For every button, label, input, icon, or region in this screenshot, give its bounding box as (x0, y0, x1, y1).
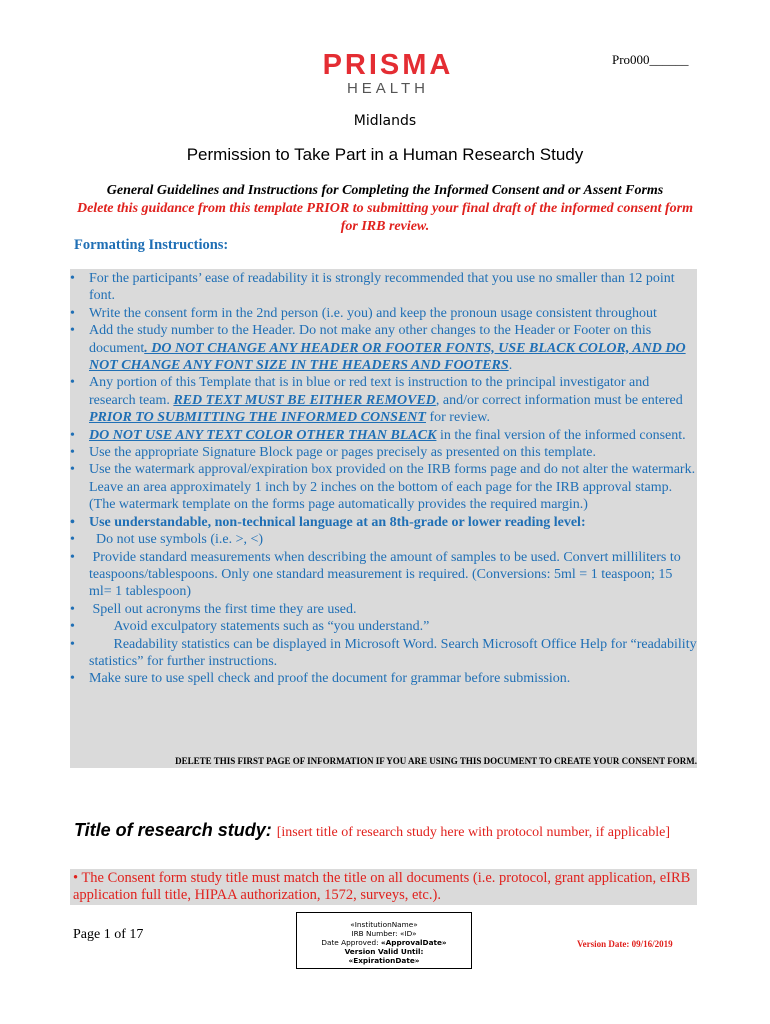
consent-note (73, 870, 693, 905)
bullet-icon: • (70, 671, 75, 687)
irb-approval-date: Date Approved: «ApprovalDate» (321, 938, 447, 947)
list-item: • Add the study number to the Header. Do not make any other changes to the Header or Footer on this document. DO NOT CHANGE ANY HEADER OR FOOTER FONTS, USE BLACK COLOR, AND DO NOT CHANGE ANY FONT SIZE IN THE HEADERS AND FOOTERS. (70, 323, 686, 374)
bullet-icon: • (70, 445, 75, 461)
bullet-icon: • (70, 532, 75, 548)
guidelines-block (70, 182, 700, 236)
list-item: • For the participants’ ease of readability it is strongly recommended that you use no smaller than 12 point font. (70, 271, 675, 304)
formatting-instructions-list (70, 270, 701, 688)
bullet-icon: • (70, 601, 75, 617)
list-item: • Write the consent form in the 2nd person (i.e. you) and keep the pronoun usage consistent throughout (70, 305, 657, 321)
bullet-icon: • (70, 305, 75, 321)
logo-region: Midlands (353, 113, 417, 129)
list-item: • DO NOT USE ANY TEXT COLOR OTHER THAN BLACK in the final version of the informed consent. (70, 427, 686, 443)
bullet-icon: • (70, 514, 75, 530)
irb-valid-until-label: Version Valid Until: (344, 947, 424, 956)
formatting-heading: Formatting Instructions: (74, 237, 229, 253)
list-item: • Avoid exculpatory statements such as “you understand.” (70, 619, 430, 635)
bullet-icon: • (70, 619, 75, 635)
bullet-icon: • (70, 636, 75, 652)
irb-expiration-date: «ExpirationDate» (348, 956, 420, 965)
bullet-icon: • (70, 549, 75, 565)
page-number: Page 1 of 17 (73, 927, 144, 942)
emphasis-text: PRIOR TO SUBMITTING THE INFORMED CONSENT (89, 410, 426, 426)
study-title-label: Title of research study (74, 820, 266, 840)
list-item: • Use the watermark approval/expiration box provided on the IRB forms page and do not alter the watermark. Leave an area approximately 1 inch by 2 inches on the bottom of each page for the IRB approval stamp. (The watermark template on the forms page automatically provides the required margin.) (70, 462, 696, 513)
logo-wordmark: PRISMA (322, 49, 454, 81)
page-title: Permission to Take Part in a Human Research Study (186, 145, 584, 164)
list-item: • Any portion of this Template that is in blue or red text is instruction to the principal investigator and research team. RED TEXT MUST BE EITHER REMOVED, and/or correct information must be entered PRIOR TO SUBMITTING THE INFORMED CONSENT for review. (70, 375, 683, 426)
guidelines-heading: General Guidelines and Instructions for Completing the Informed Consent and or Assent Forms (106, 183, 664, 198)
emphasis-text: . DO NOT CHANGE ANY HEADER OR FOOTER FONTS, USE BLACK COLOR, AND DO NOT CHANGE ANY FONT SIZE IN THE HEADERS AND FOOTERS (89, 340, 686, 374)
irb-institution: «InstitutionName» (350, 920, 418, 929)
bullet-icon: • (70, 375, 75, 391)
list-item: • Make sure to use spell check and proof the document for grammar before submission. (70, 671, 571, 687)
bullet-icon: • (70, 462, 75, 478)
protocol-number-field[interactable]: Pro000______ (612, 52, 689, 67)
list-item: • Readability statistics can be displayed in Microsoft Word. Search Microsoft Office Help for “readability statistics” for further instructions. (70, 636, 701, 669)
irb-watermark-box (296, 912, 472, 969)
logo-subword: HEALTH (346, 80, 430, 97)
bullet-icon: • (70, 271, 75, 286)
bullet-icon: • (70, 427, 75, 443)
delete-notice: DELETE THIS FIRST PAGE OF INFORMATION IF YOU ARE USING THIS DOCUMENT TO CREATE YOUR CONSENT FORM. (175, 756, 697, 766)
list-item: • Spell out acronyms the first time they are used. (70, 601, 357, 617)
consent-note-text: The Consent form study title must match the title on all documents (i.e. protocol, grant application, eIRB application full title, HIPAA authorization, 1572, surveys, etc.). (73, 870, 691, 904)
bullet-icon: • (73, 870, 79, 886)
list-item: • Provide standard measurements when describing the amount of samples to be used. Convert milliliters to teaspoons/tablespoons. Only one standard measurement is required. (Conversions: 5ml = 1 teaspoon; 15 ml= 1 tablespoon) (70, 549, 685, 600)
bullet-icon: • (70, 323, 75, 339)
version-date: Version Date: 09/16/2019 (577, 939, 673, 949)
list-item: • Do not use symbols (i.e. >, <) (70, 532, 264, 548)
list-item: • Use the appropriate Signature Block page or pages precisely as presented on this template. (70, 445, 596, 461)
emphasis-text: RED TEXT MUST BE EITHER REMOVED (173, 392, 436, 408)
prisma-health-logo (318, 50, 458, 98)
list-item: • Use understandable, non-technical language at an 8th-grade or lower reading level: (70, 514, 586, 530)
study-title-line: Title of research study: [insert title of research study here with protocol number, if applicable] (74, 820, 670, 840)
study-title-placeholder[interactable]: [insert title of research study here with protocol number, if applicable] (276, 825, 670, 840)
emphasis-text: DO NOT USE ANY TEXT COLOR OTHER THAN BLACK (89, 427, 437, 443)
irb-number: IRB Number: «ID» (351, 929, 417, 938)
guidelines-warning: Delete this guidance from this template PRIOR to submitting your final draft of the informed consent form for IRB review. (76, 201, 694, 234)
